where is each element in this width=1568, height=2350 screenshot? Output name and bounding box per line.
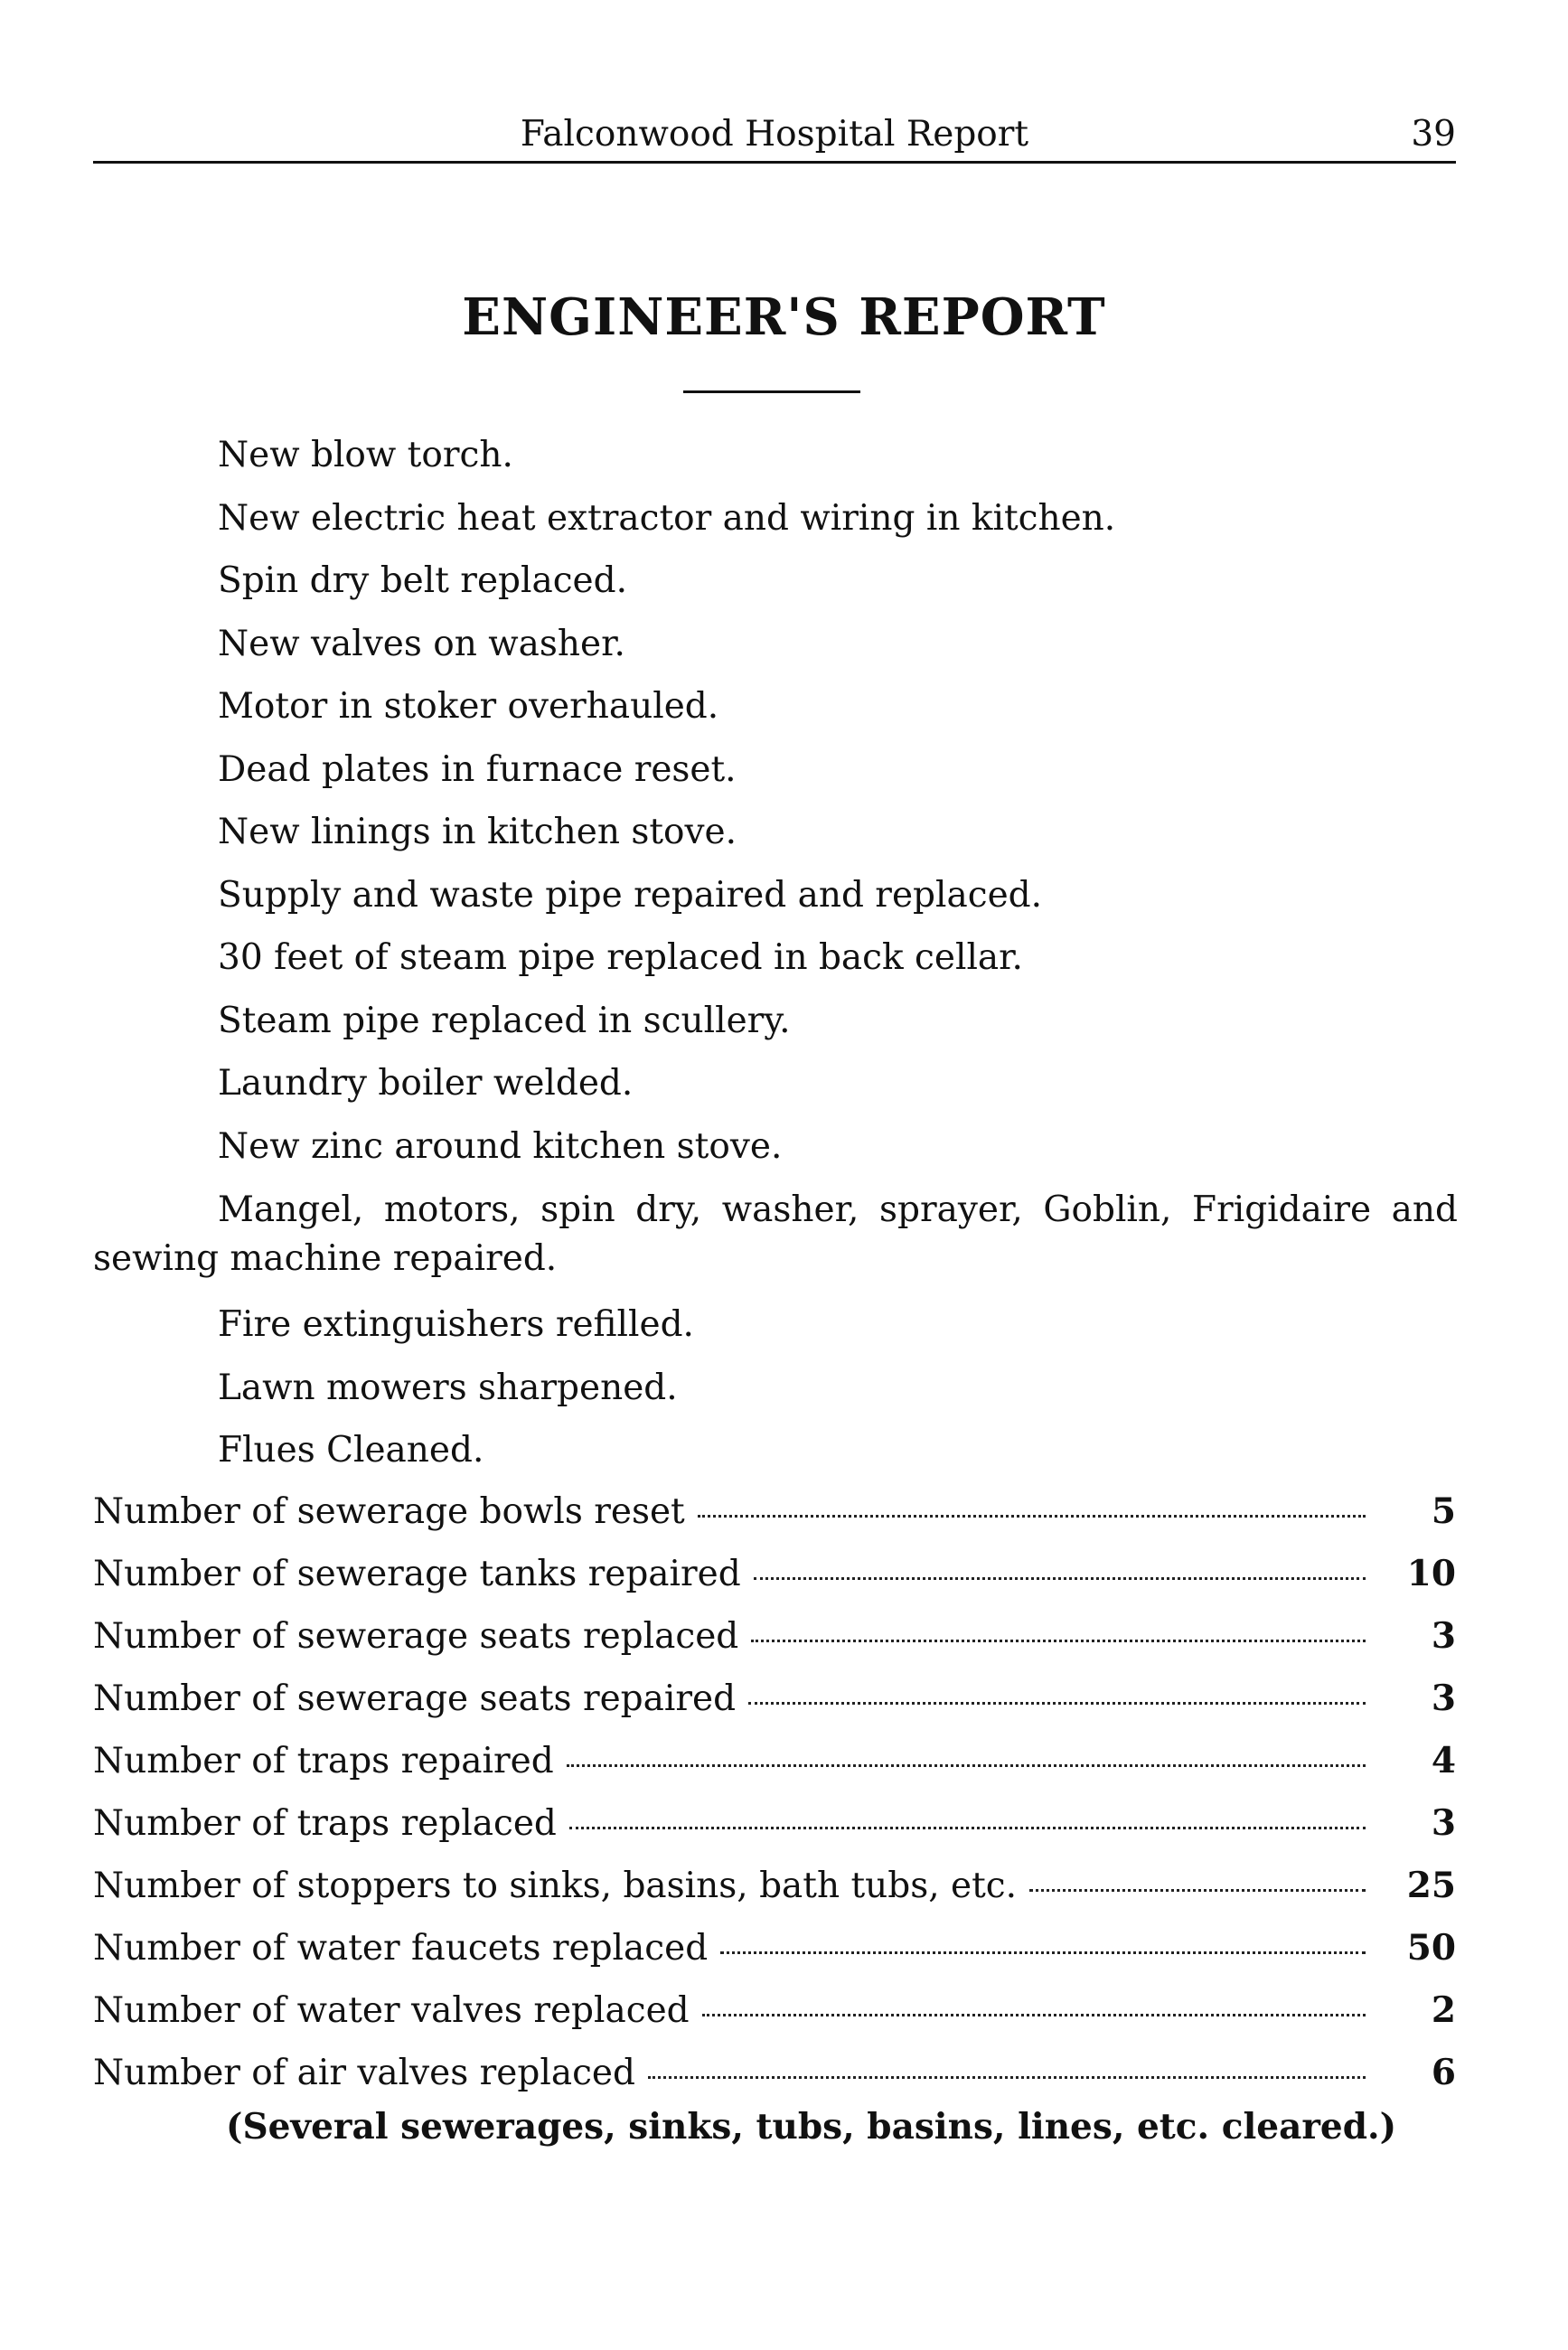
count-label: Number of water faucets replaced (93, 1928, 709, 1969)
dot-leader (648, 2076, 1366, 2079)
running-header (93, 107, 1456, 161)
list-item: New electric heat extractor and wiring in kitchen. (218, 497, 1116, 539)
count-label: Number of sewerage seats repaired (93, 1678, 737, 1719)
list-item: Mangel, motors, spin dry, washer, sprayer, Goblin, Frigidaire and sewing machine repaired. (93, 1189, 1458, 1279)
list-item: Motor in stoker overhauled. (218, 686, 719, 727)
dot-leader (1029, 1889, 1366, 1892)
count-label: Number of traps replaced (93, 1803, 557, 1844)
count-row (93, 1987, 1456, 2049)
list-item: New blow torch. (218, 435, 513, 475)
count-value: 3 (1431, 1802, 1456, 1844)
count-label: Number of traps repaired (93, 1741, 554, 1781)
list-item: Laundry boiler welded. (218, 1063, 634, 1104)
count-row (93, 1924, 1456, 1987)
counts-table (93, 1488, 1456, 2111)
list-item: Fire extinguishers refilled. (218, 1304, 694, 1345)
count-value: 4 (1431, 1740, 1456, 1781)
dot-leader (698, 1515, 1366, 1518)
count-label: Number of water valves replaced (93, 1990, 690, 2031)
list-item: Spin dry belt replaced. (218, 560, 627, 601)
list-item: Lawn mowers sharpened. (218, 1367, 678, 1408)
dot-leader (748, 1702, 1366, 1705)
count-value: 5 (1431, 1490, 1456, 1532)
count-value: 2 (1431, 1989, 1456, 2031)
list-item: New zinc around kitchen stove. (218, 1125, 783, 1167)
count-row (93, 1675, 1456, 1737)
count-label: Number of stoppers to sinks, basins, bath tubs, etc. (93, 1866, 1018, 1906)
count-value: 25 (1406, 1865, 1456, 1906)
count-label: Number of sewerage tanks repaired (93, 1554, 741, 1594)
dot-leader (720, 1951, 1366, 1954)
count-row (93, 2049, 1456, 2111)
list-item: Supply and waste pipe repaired and replaced. (218, 874, 1043, 916)
count-value: 10 (1406, 1553, 1456, 1594)
count-row (93, 1737, 1456, 1800)
dot-leader (567, 1764, 1366, 1767)
heading-rule (683, 390, 860, 393)
list-item: 30 feet of steam pipe replaced in back cellar. (218, 937, 1023, 978)
dot-leader (569, 1827, 1366, 1829)
list-item: New valves on washer. (218, 623, 625, 664)
list-item: New linings in kitchen stove. (218, 812, 737, 852)
list-item: Flues Cleaned. (218, 1430, 484, 1471)
count-value: 6 (1431, 2052, 1456, 2093)
section-heading: ENGINEER'S REPORT (462, 287, 1106, 347)
running-title: Falconwood Hospital Report (520, 114, 1029, 155)
dot-leader (702, 2014, 1366, 2016)
dot-leader (751, 1640, 1366, 1642)
count-row (93, 1862, 1456, 1924)
count-value: 3 (1431, 1615, 1456, 1657)
work-items-list (93, 432, 1458, 1490)
count-row (93, 1550, 1456, 1612)
header-rule (93, 161, 1456, 164)
dot-leader (754, 1577, 1366, 1580)
count-value: 3 (1431, 1678, 1456, 1719)
list-item: Steam pipe replaced in scullery. (218, 1000, 791, 1041)
count-label: Number of sewerage bowls reset (93, 1491, 685, 1532)
count-row (93, 1488, 1456, 1550)
footnote: (Several sewerages, sinks, tubs, basins, lines, etc. cleared.) (226, 2106, 1397, 2148)
count-label: Number of air valves replaced (93, 2053, 635, 2093)
list-item: Dead plates in furnace reset. (218, 748, 737, 790)
page-number: 39 (1411, 114, 1456, 155)
count-row (93, 1800, 1456, 1862)
count-label: Number of sewerage seats replaced (93, 1616, 739, 1657)
count-value: 50 (1406, 1927, 1456, 1969)
count-row (93, 1612, 1456, 1675)
